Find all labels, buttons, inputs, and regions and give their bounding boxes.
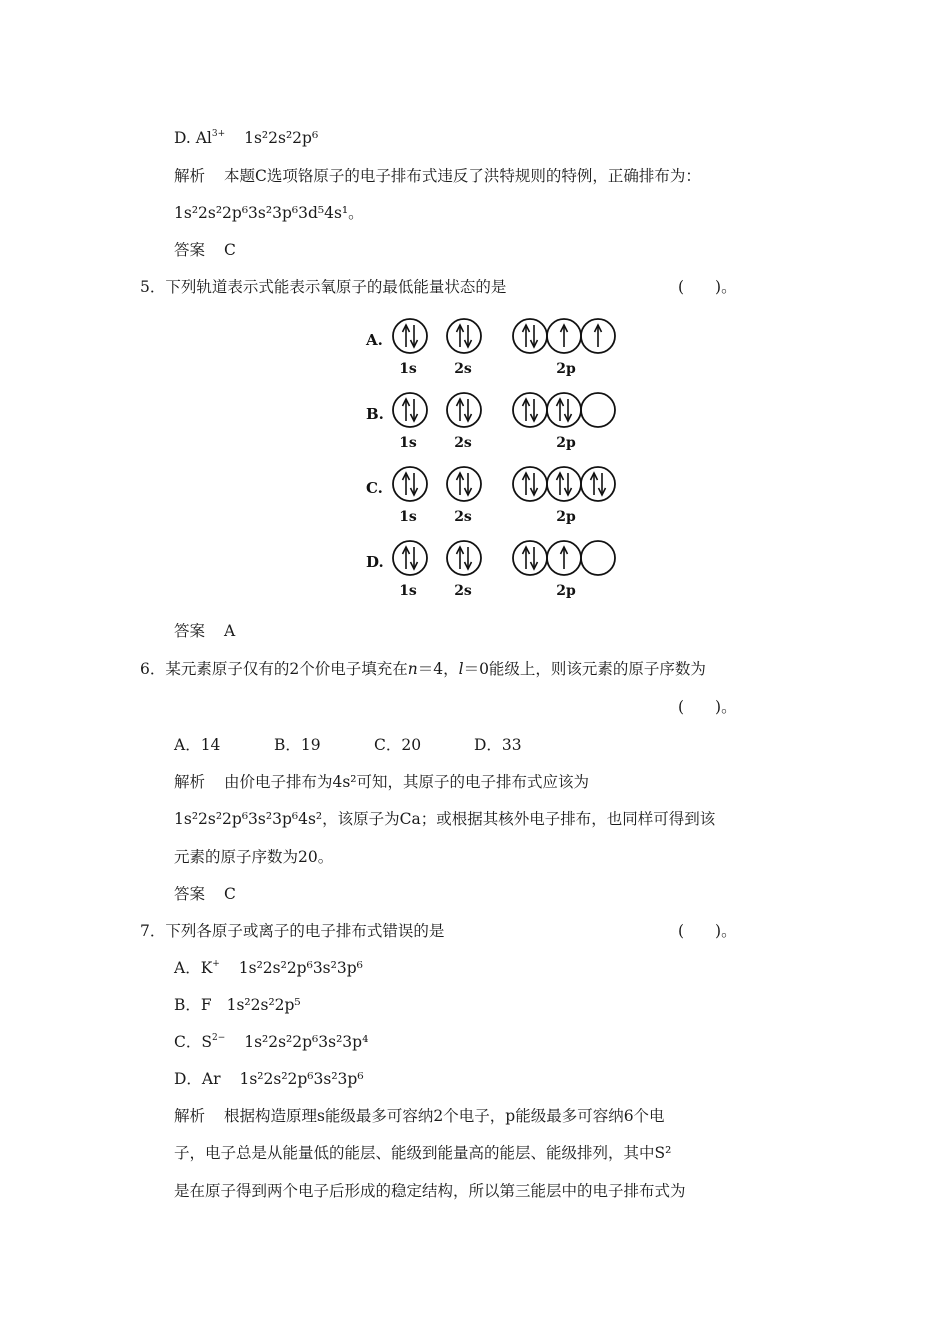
spin-up-arrow — [523, 325, 530, 347]
spin-up-arrow — [591, 473, 598, 495]
q5-answer: 答案 A — [174, 622, 236, 640]
spin-up-arrow — [457, 399, 464, 421]
q4-option-d: D. $Al^{3+}$ 1s²2s²2p⁶ — [174, 129, 319, 147]
spin-down-arrow — [565, 399, 572, 421]
q7-answer-blank: ( )。 — [678, 922, 737, 940]
orbital-box — [513, 319, 547, 353]
q5-answer-blank: ( )。 — [678, 278, 737, 296]
sublevel-label: 2s — [454, 583, 472, 599]
spin-up-arrow — [403, 399, 410, 421]
q6-answer-blank: ( )。 — [678, 698, 737, 716]
spin-down-arrow — [531, 325, 538, 347]
sublevel-label: 2p — [556, 435, 576, 451]
orbital-box — [447, 541, 481, 575]
spin-up-arrow — [457, 473, 464, 495]
q6-option-b: B．19 — [274, 736, 321, 754]
q6-analysis-line1: 解析 由价电子排布为4s²可知，其原子的电子排布式应该为 — [174, 773, 589, 791]
q7-analysis-line2: 子，电子总是从能量低的能层、能级到能量高的能层、能级排列，其中S² — [174, 1144, 672, 1162]
spin-down-arrow — [531, 547, 538, 569]
q5-stem: 5．下列轨道表示式能表示氧原子的最低能量状态的是 — [140, 278, 507, 296]
spin-up-arrow — [403, 547, 410, 569]
spin-up-arrow — [595, 325, 602, 347]
sublevel-label: 2s — [454, 509, 472, 525]
sublevel-label: 2p — [556, 583, 576, 599]
orbital-box — [447, 467, 481, 501]
orbital-diagram — [360, 312, 630, 602]
orbital-row-label: A. — [366, 331, 383, 349]
q7-option-b: B．F 1s²2s²2p⁵ — [174, 996, 301, 1014]
orbital-row-label: D. — [366, 553, 384, 571]
spin-up-arrow — [557, 473, 564, 495]
spin-up-arrow — [557, 399, 564, 421]
orbital-box — [581, 541, 615, 575]
q6-analysis-line3: 元素的原子序数为20。 — [174, 848, 334, 866]
orbital-box — [447, 319, 481, 353]
orbital-box — [513, 393, 547, 427]
q6-option-c: C．20 — [374, 736, 422, 754]
spin-down-arrow — [565, 473, 572, 495]
spin-down-arrow — [531, 473, 538, 495]
orbital-box — [393, 393, 427, 427]
q6-option-a: A．14 — [174, 736, 221, 754]
orbital-box — [547, 467, 581, 501]
spin-up-arrow — [457, 325, 464, 347]
spin-down-arrow — [465, 547, 472, 569]
spin-up-arrow — [523, 473, 530, 495]
q7-option-a: A．K+ 1s²2s²2p⁶3s²3p⁶ — [174, 959, 363, 977]
q4-analysis-line2: 1s²2s²2p⁶3s²3p⁶3d⁵4s¹。 — [174, 204, 364, 222]
spin-down-arrow — [465, 399, 472, 421]
q6-option-d: D．33 — [474, 736, 522, 754]
orbital-box — [513, 467, 547, 501]
orbital-box — [581, 393, 615, 427]
spin-up-arrow — [403, 325, 410, 347]
sublevel-label: 2s — [454, 435, 472, 451]
q4-answer: 答案 C — [174, 241, 236, 259]
q4-analysis-line1: 解析 本题C选项铬原子的电子排布式违反了洪特规则的特例，正确排布为： — [174, 167, 701, 185]
q6-answer: 答案 C — [174, 885, 236, 903]
sublevel-label: 1s — [399, 361, 417, 377]
orbital-box — [547, 393, 581, 427]
orbital-row-label: B. — [366, 405, 384, 423]
q7-analysis-line3: 是在原子得到两个电子后形成的稳定结构，所以第三能层中的电子排布式为 — [174, 1182, 686, 1200]
spin-down-arrow — [531, 399, 538, 421]
q6-options — [174, 735, 522, 755]
spin-down-arrow — [465, 473, 472, 495]
sublevel-label: 2p — [556, 509, 576, 525]
sublevel-label: 2p — [556, 361, 576, 377]
spin-down-arrow — [411, 473, 418, 495]
spin-down-arrow — [411, 547, 418, 569]
orbital-box — [581, 467, 615, 501]
sublevel-label: 1s — [399, 583, 417, 599]
spin-down-arrow — [411, 399, 418, 421]
sublevel-label: 1s — [399, 435, 417, 451]
spin-up-arrow — [561, 325, 568, 347]
q7-analysis-line1: 解析 根据构造原理s能级最多可容纳2个电子，p能级最多可容纳6个电 — [174, 1107, 665, 1125]
q7-option-c: C．$S^{2-}$ 1s²2s²2p⁶3s²3p⁴ — [174, 1033, 369, 1051]
q6-analysis-line2: 1s²2s²2p⁶3s²3p⁶4s²，该原子为Ca；或根据其核外电子排布，也同样可得到该 — [174, 810, 716, 828]
spin-up-arrow — [403, 473, 410, 495]
orbital-box — [513, 541, 547, 575]
spin-up-arrow — [523, 399, 530, 421]
orbital-box — [393, 467, 427, 501]
orbital-box — [393, 541, 427, 575]
orbital-row-label: C. — [366, 479, 383, 497]
spin-down-arrow — [599, 473, 606, 495]
spin-up-arrow — [523, 547, 530, 569]
q7-option-d: D．Ar 1s²2s²2p⁶3s²3p⁶ — [174, 1070, 364, 1088]
spin-down-arrow — [411, 325, 418, 347]
spin-down-arrow — [465, 325, 472, 347]
sublevel-label: 2s — [454, 361, 472, 377]
q6-stem: 6．某元素原子仅有的2个价电子填充在n＝4，l＝0能级上，则该元素的原子序数为 — [140, 660, 706, 678]
spin-up-arrow — [457, 547, 464, 569]
q7-stem: 7．下列各原子或离子的电子排布式错误的是 — [140, 922, 445, 940]
sublevel-label: 1s — [399, 509, 417, 525]
spin-up-arrow — [561, 547, 568, 569]
orbital-box — [393, 319, 427, 353]
orbital-box — [447, 393, 481, 427]
